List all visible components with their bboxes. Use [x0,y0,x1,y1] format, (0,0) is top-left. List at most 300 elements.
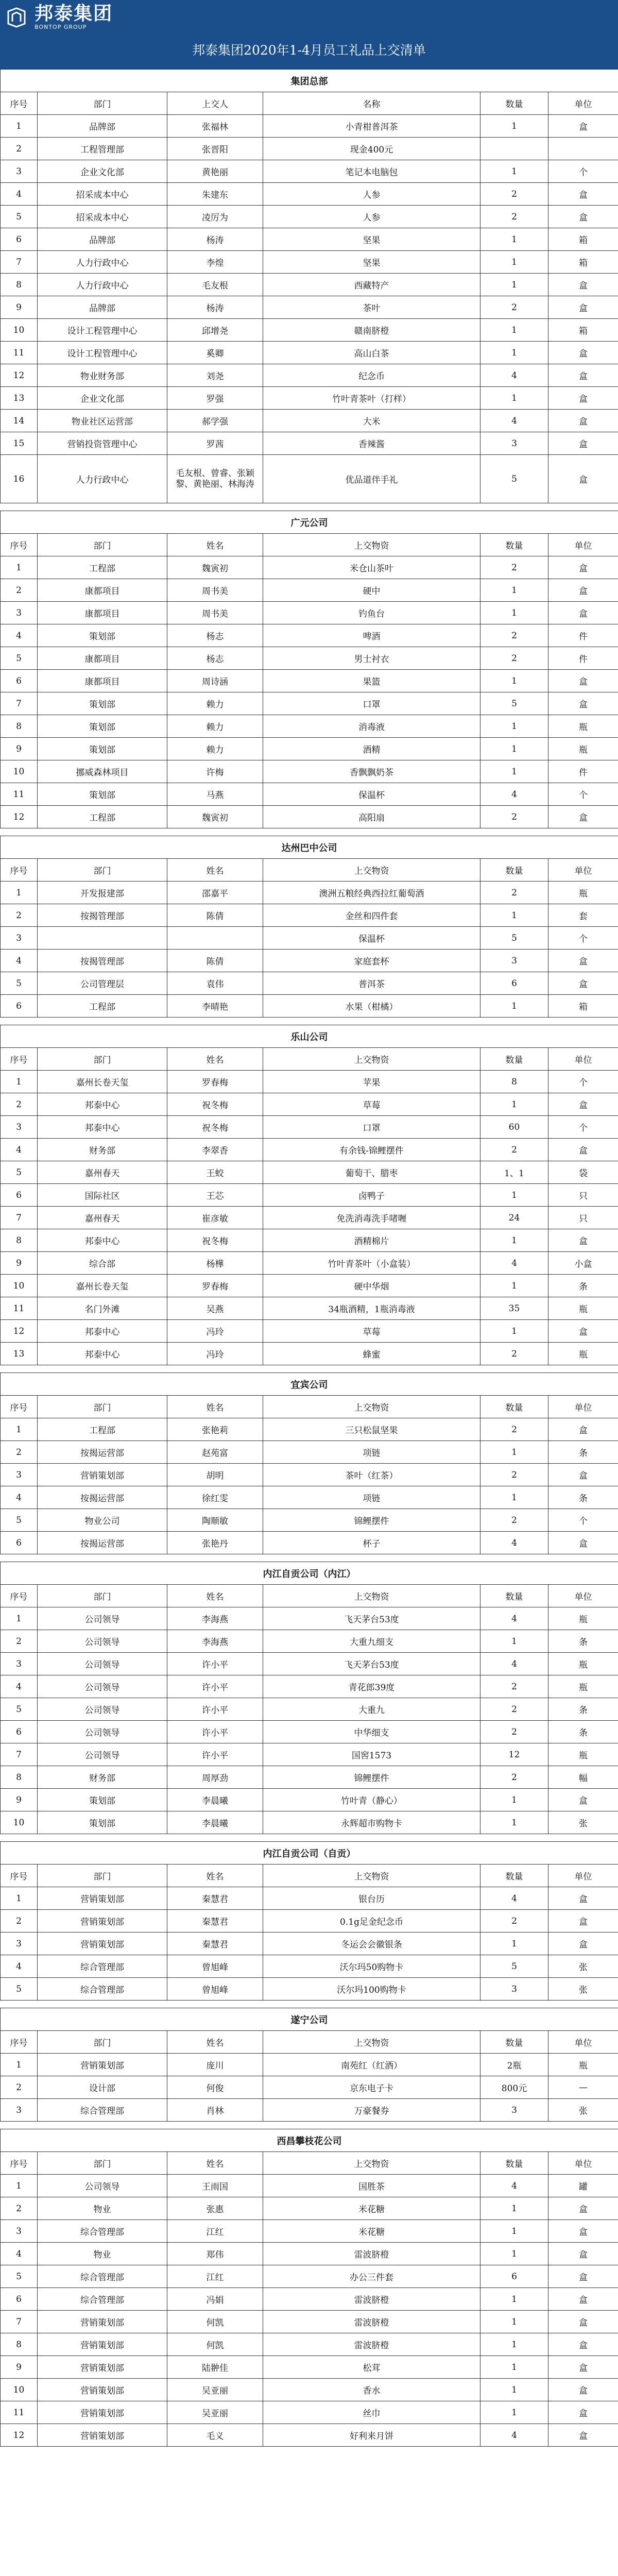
cell-item: 飞天茅台53度 [263,1653,480,1675]
cell-item: 飞天茅台53度 [263,1607,480,1630]
section-title-row [1,1842,618,1865]
cell-unit: 盒 [548,1229,618,1252]
cell-department: 公司领导 [38,1607,167,1630]
cell-index: 3 [1,1464,38,1486]
table-row [1,1229,618,1252]
cell-department: 营销策划部 [38,2379,167,2401]
cell-quantity: 2 [480,1343,548,1365]
cell-unit: 盒 [548,1933,618,1955]
table-row [1,251,618,274]
column-header: 名称 [263,92,480,115]
cell-index: 4 [1,2243,38,2265]
cell-item: 好利来月饼 [263,2424,480,2447]
section-title-row [1,1373,618,1396]
cell-index: 1 [1,1071,38,1093]
cell-person: 毛义 [167,2424,263,2447]
cell-item: 竹叶青茶叶（小盒装） [263,1252,480,1275]
column-header: 上交物资 [263,859,480,882]
cell-index: 6 [1,228,38,251]
cell-department: 综合管理部 [38,2220,167,2243]
cell-unit: 盒 [548,342,618,364]
cell-unit: 盒 [548,2197,618,2220]
cell-department: 名门外滩 [38,1297,167,1320]
cell-quantity: 2 [480,624,548,647]
cell-index: 15 [1,432,38,455]
table-row [1,972,618,995]
cell-department: 综合管理部 [38,2099,167,2122]
table-row [1,274,618,296]
table-header-row [1,2031,618,2054]
column-header: 部门 [38,1396,167,1418]
cell-department: 按揭运营部 [38,1486,167,1509]
cell-person: 江红 [167,2265,263,2288]
cell-quantity: 4 [480,364,548,387]
cell-item: 锦鲤摆件 [263,1766,480,1789]
cell-unit: 盒 [548,2424,618,2447]
cell-department: 综合部 [38,1252,167,1275]
column-header: 姓名 [167,534,263,556]
column-header: 单位 [548,1396,618,1418]
table-header-row [1,1396,618,1418]
cell-unit: 盒 [548,115,618,138]
column-header: 序号 [1,2152,38,2175]
cell-unit: 盒 [548,364,618,387]
cell-quantity: 1 [480,115,548,138]
cell-item: 杯子 [263,1532,480,1554]
table-row [1,319,618,342]
cell-item: 金丝和四件套 [263,904,480,927]
cell-index: 5 [1,1509,38,1532]
cell-department: 按揭管理部 [38,904,167,927]
cell-item: 米花糖 [263,2197,480,2220]
cell-index: 1 [1,1607,38,1630]
cell-index: 6 [1,995,38,1018]
spacer-cell [1,1834,618,1842]
cell-index: 9 [1,2356,38,2379]
cell-department: 品牌部 [38,115,167,138]
column-header: 序号 [1,534,38,556]
table-row [1,206,618,228]
cell-department: 综合管理部 [38,2265,167,2288]
column-header: 单位 [548,2152,618,2175]
column-header: 姓名 [167,1865,263,1887]
cell-department: 财务部 [38,1139,167,1161]
column-header: 姓名 [167,859,263,882]
cell-item: 香辣酱 [263,432,480,455]
cell-item: 优品道伴手礼 [263,455,480,503]
cell-item: 保温杯 [263,783,480,806]
table-row [1,2288,618,2311]
column-header: 上交人 [167,92,263,115]
cell-quantity: 4 [480,783,548,806]
table-header-row [1,1048,618,1071]
cell-index: 2 [1,579,38,602]
cell-quantity: 4 [480,1653,548,1675]
cell-index: 2 [1,904,38,927]
cell-person: 刘尧 [167,364,263,387]
column-header: 上交物资 [263,1585,480,1607]
table-row [1,1978,618,2001]
section-title: 达州巴中公司 [1,836,618,859]
cell-department: 营销策划部 [38,2401,167,2424]
cell-index: 2 [1,1093,38,1116]
cell-quantity: 1 [480,2401,548,2424]
cell-department: 公司领导 [38,1630,167,1653]
section-title: 遂宁公司 [1,2008,618,2031]
cell-index: 11 [1,783,38,806]
cell-quantity: 4 [480,2424,548,2447]
cell-quantity: 1 [480,1933,548,1955]
section-title-row [1,1025,618,1048]
cell-department: 邦泰中心 [38,1229,167,1252]
cell-quantity: 1 [480,1320,548,1343]
cell-quantity: 4 [480,410,548,432]
column-header: 上交物资 [263,2152,480,2175]
cell-unit: 个 [548,927,618,950]
cell-person: 郑伟 [167,2243,263,2265]
cell-index: 2 [1,2076,38,2099]
cell-index: 7 [1,1207,38,1229]
cell-unit: 条 [548,1275,618,1297]
table-row [1,1789,618,1811]
table-row [1,1766,618,1789]
cell-person: 邵嘉平 [167,882,263,904]
cell-quantity: 2 [480,1721,548,1743]
cell-department: 企业文化部 [38,160,167,183]
table-row [1,995,618,1018]
section-spacer [1,1834,618,1842]
cell-person: 祝冬梅 [167,1229,263,1252]
table-row [1,1093,618,1116]
cell-department: 康都项目 [38,579,167,602]
cell-person: 黄艳丽 [167,160,263,183]
cell-index: 6 [1,1721,38,1743]
cell-unit: — [548,2076,618,2099]
cell-unit: 件 [548,647,618,670]
cell-unit: 盒 [548,1789,618,1811]
column-header: 上交物资 [263,2031,480,2054]
cell-index: 13 [1,1343,38,1365]
cell-department: 工程部 [38,556,167,579]
cell-index: 4 [1,1486,38,1509]
cell-unit: 盒 [548,556,618,579]
cell-person: 魏寅初 [167,806,263,828]
cell-unit: 盒 [548,1139,618,1161]
cell-unit: 小盒 [548,1252,618,1275]
cell-person: 王雨国 [167,2175,263,2197]
cell-person: 毛友根 [167,274,263,296]
cell-index: 1 [1,2175,38,2197]
column-header: 序号 [1,1396,38,1418]
cell-department: 公司领导 [38,1721,167,1743]
page-header [0,0,618,69]
cell-person: 祝冬梅 [167,1093,263,1116]
cell-department: 设计部 [38,2076,167,2099]
section-spacer [1,2122,618,2129]
section-spacer [1,1554,618,1562]
cell-quantity: 5 [480,927,548,950]
cell-person: 赖力 [167,692,263,715]
table-row [1,1630,618,1653]
spacer-cell [1,1554,618,1562]
cell-unit: 个 [548,1071,618,1093]
cell-unit: 张 [548,1811,618,1834]
cell-quantity: 1 [480,342,548,364]
table-row [1,2197,618,2220]
cell-unit: 盒 [548,387,618,410]
cell-unit: 瓶 [548,1675,618,1698]
column-header: 单位 [548,534,618,556]
table-row [1,138,618,160]
cell-item: 冬运会会徽银条 [263,1933,480,1955]
cell-item: 大米 [263,410,480,432]
cell-department: 营销策划部 [38,1910,167,1933]
cell-person: 赖力 [167,715,263,738]
cell-department: 邦泰中心 [38,1320,167,1343]
cell-person: 许小平 [167,1675,263,1698]
cell-quantity: 1 [480,387,548,410]
cell-quantity: 1 [480,251,548,274]
cell-index: 10 [1,760,38,783]
cell-quantity: 2 [480,1766,548,1789]
cell-quantity: 1 [480,2243,548,2265]
logo-chinese-name: 邦泰集团 [35,3,113,24]
cell-person: 陆翀佳 [167,2356,263,2379]
cell-person: 许小平 [167,1653,263,1675]
cell-item: 银台历 [263,1887,480,1910]
cell-department: 招采成本中心 [38,183,167,206]
cell-person: 李晴艳 [167,995,263,1018]
cell-quantity: 4 [480,1532,548,1554]
cell-unit: 盒 [548,2220,618,2243]
cell-unit: 箱 [548,228,618,251]
cell-index: 12 [1,364,38,387]
cell-quantity: 1 [480,760,548,783]
cell-item: 雷波脐橙 [263,2243,480,2265]
cell-unit: 盒 [548,2401,618,2424]
column-header: 部门 [38,1585,167,1607]
cell-unit: 件 [548,624,618,647]
cell-quantity: 8 [480,1071,548,1093]
cell-quantity: 35 [480,1297,548,1320]
cell-index: 9 [1,1789,38,1811]
cell-item: 永辉超市购物卡 [263,1811,480,1834]
cell-person: 许小平 [167,1743,263,1766]
table-row [1,1343,618,1365]
cell-department: 人力行政中心 [38,455,167,503]
cell-index: 10 [1,1275,38,1297]
cell-person: 秦慧君 [167,1933,263,1955]
cell-quantity: 3 [480,1978,548,2001]
table-row [1,2175,618,2197]
section-title-row [1,1562,618,1585]
cell-person: 陈倩 [167,950,263,972]
cell-item: 三只松鼠坚果 [263,1418,480,1441]
table-header-row [1,1585,618,1607]
cell-item: 34瓶酒精，1瓶消毒液 [263,1297,480,1320]
cell-quantity: 3 [480,432,548,455]
cell-item: 澳洲五粮经典西拉红葡萄酒 [263,882,480,904]
cell-person: 张晋阳 [167,138,263,160]
cell-quantity: 1 [480,1486,548,1509]
cell-quantity: 2 [480,1910,548,1933]
cell-quantity: 1 [480,602,548,624]
cell-item: 项链 [263,1441,480,1464]
table-row [1,2054,618,2076]
cell-item: 酒精 [263,738,480,760]
column-header: 数量 [480,92,548,115]
cell-person: 周厚劲 [167,1766,263,1789]
cell-unit: 箱 [548,319,618,342]
table-row [1,1441,618,1464]
cell-item: 项链 [263,1486,480,1509]
cell-quantity: 6 [480,2265,548,2288]
cell-index: 3 [1,1116,38,1139]
cell-index: 6 [1,670,38,692]
cell-quantity: 1 [480,2311,548,2333]
cell-unit: 盒 [548,296,618,319]
cell-person: 吴亚丽 [167,2379,263,2401]
cell-person: 罗春梅 [167,1275,263,1297]
cell-quantity: 1 [480,319,548,342]
cell-index: 4 [1,1675,38,1698]
cell-unit: 条 [548,1486,618,1509]
cell-department: 康都项目 [38,670,167,692]
table-row [1,1297,618,1320]
table-row [1,904,618,927]
cell-person: 庞川 [167,2054,263,2076]
cell-department: 招采成本中心 [38,206,167,228]
cell-index: 6 [1,1184,38,1207]
cell-item: 赣南脐橙 [263,319,480,342]
cell-index: 3 [1,2099,38,2122]
cell-item: 雷波脐橙 [263,2333,480,2356]
column-header: 部门 [38,92,167,115]
cell-quantity: 4 [480,1252,548,1275]
cell-item: 京东电子卡 [263,2076,480,2099]
cell-index: 1 [1,882,38,904]
section-title-row [1,2129,618,2152]
cell-quantity: 1、1 [480,1161,548,1184]
table-row [1,2220,618,2243]
column-header: 数量 [480,1048,548,1071]
gift-list-table [0,69,618,2447]
cell-unit: 条 [548,1698,618,1721]
cell-department: 邦泰中心 [38,1343,167,1365]
column-header: 上交物资 [263,1865,480,1887]
cell-unit: 盒 [548,1320,618,1343]
cell-index: 1 [1,556,38,579]
table-row [1,738,618,760]
cell-person: 何俊 [167,2076,263,2099]
cell-index: 3 [1,602,38,624]
cell-department: 工程管理部 [38,138,167,160]
cell-unit: 瓶 [548,882,618,904]
column-header: 序号 [1,1865,38,1887]
cell-person: 马燕 [167,783,263,806]
cell-department: 康都项目 [38,647,167,670]
cell-quantity: 1 [480,2356,548,2379]
cell-quantity: 2 [480,882,548,904]
cell-index: 2 [1,1441,38,1464]
table-row [1,1275,618,1297]
cell-quantity: 3 [480,2099,548,2122]
cell-department: 嘉州长卷天玺 [38,1275,167,1297]
table-row [1,2333,618,2356]
cell-person: 周诗涵 [167,670,263,692]
cell-unit: 张 [548,1955,618,1978]
spacer-cell [1,503,618,511]
cell-quantity: 1 [480,160,548,183]
cell-unit: 盒 [548,1910,618,1933]
cell-unit: 套 [548,904,618,927]
column-header: 单位 [548,1865,618,1887]
cell-index: 1 [1,1887,38,1910]
column-header: 上交物资 [263,1048,480,1071]
cell-person: 胡明 [167,1464,263,1486]
cell-person: 李海燕 [167,1630,263,1653]
cell-department: 康都项目 [38,602,167,624]
table-row [1,882,618,904]
cell-unit: 个 [548,160,618,183]
cell-department: 策划部 [38,783,167,806]
cell-unit: 盒 [548,1532,618,1554]
cell-unit: 盒 [548,410,618,432]
cell-item: 免洗消毒洗手啫喱 [263,1207,480,1229]
cell-index: 10 [1,319,38,342]
cell-person: 张艳莉 [167,1418,263,1441]
table-row [1,1418,618,1441]
cell-quantity: 2 [480,806,548,828]
cell-department: 策划部 [38,738,167,760]
table-row [1,1653,618,1675]
cell-index: 7 [1,251,38,274]
cell-person: 陶顺敏 [167,1509,263,1532]
cell-unit: 幅 [548,1766,618,1789]
cell-person: 王芯 [167,1184,263,1207]
table-row [1,1675,618,1698]
table-row [1,624,618,647]
column-header: 序号 [1,2031,38,2054]
table-row [1,1207,618,1229]
cell-quantity: 2 [480,1418,548,1441]
column-header: 部门 [38,2031,167,2054]
cell-department: 企业文化部 [38,387,167,410]
column-header: 部门 [38,859,167,882]
cell-index: 13 [1,387,38,410]
cell-item: 草莓 [263,1093,480,1116]
cell-item: 青花郎39度 [263,1675,480,1698]
cell-department: 营销策划部 [38,2333,167,2356]
column-header: 上交物资 [263,1396,480,1418]
cell-person: 徐红雯 [167,1486,263,1509]
cell-index: 4 [1,624,38,647]
cell-person: 吴亚丽 [167,2401,263,2424]
cell-unit: 盒 [548,432,618,455]
logo-english-name: BONTOP GROUP [35,24,87,30]
cell-index: 5 [1,1978,38,2001]
section-title: 宜宾公司 [1,1373,618,1396]
cell-unit: 条 [548,1441,618,1464]
cell-quantity: 1 [480,904,548,927]
cell-unit: 瓶 [548,1743,618,1766]
table-row [1,1910,618,1933]
cell-item: 男士衬衣 [263,647,480,670]
section-spacer [1,2001,618,2008]
table-row [1,1743,618,1766]
table-row [1,670,618,692]
cell-person: 罗强 [167,387,263,410]
